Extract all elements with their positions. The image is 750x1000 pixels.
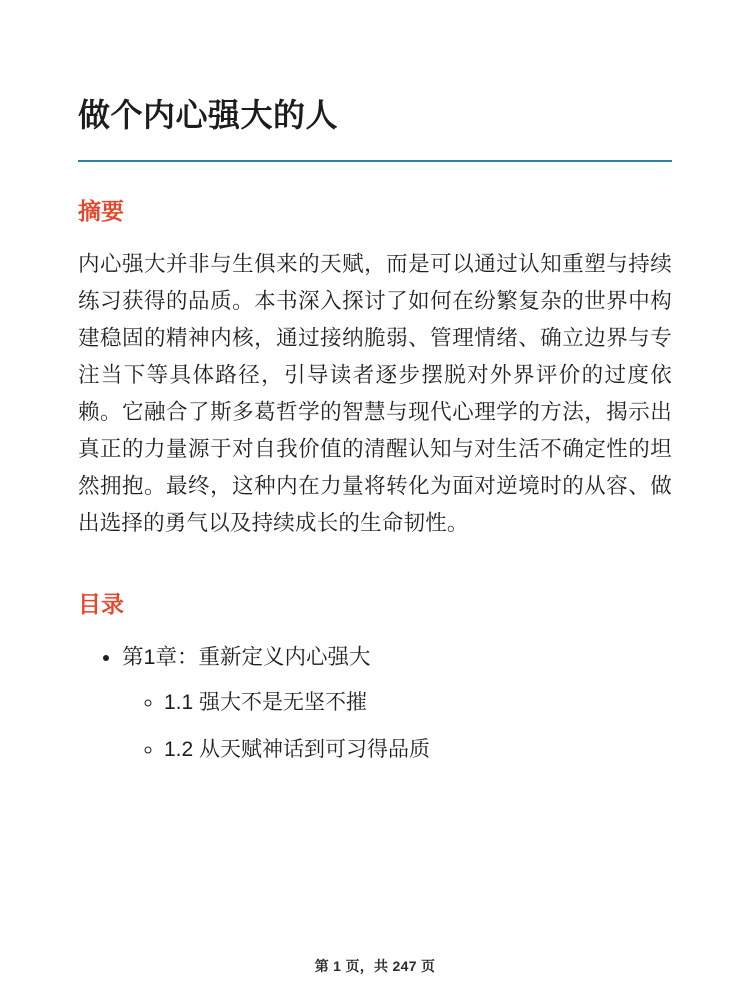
page-title: 做个内心强大的人: [78, 97, 339, 133]
toc-section-label[interactable]: 1.2 从天赋神话到可习得品质: [164, 738, 431, 762]
page-number-footer: 第 1 页，共 247 页: [314, 958, 436, 974]
toc-section-item[interactable]: [164, 687, 672, 719]
toc-chapter-item[interactable]: [122, 641, 672, 766]
toc-section-label[interactable]: 1.1 强大不是无坚不摧: [164, 690, 368, 714]
toc-chapter-label[interactable]: 第1章：重新定义内心强大: [122, 644, 371, 669]
toc-section-item[interactable]: [164, 734, 672, 766]
abstract-heading: 摘要: [78, 198, 124, 225]
toc-section-list: [122, 687, 672, 766]
toc-heading: 目录: [78, 590, 124, 617]
toc-list: [78, 641, 672, 766]
abstract-body: 内心强大并非与生俱来的天赋，而是可以通过认知重塑与持续练习获得的品质。本书深入探讨了如何在纷繁复杂的世界中构建稳固的精神内核，通过接纳脆弱、管理情绪、确立边界与专注当下等具体路径，引导读者逐步摆脱对外界评价的过度依赖。它融合了斯多葛哲学的智慧与现代心理学的方法，揭示出真正的力量源于对自我价值的清醒认知与对生活不确定性的坦然拥抱。最终，这种内在力量将转化为面对逆境时的从容、做出选择的勇气以及持续成长的生命韧性。: [78, 251, 672, 535]
title-divider: [78, 160, 672, 162]
